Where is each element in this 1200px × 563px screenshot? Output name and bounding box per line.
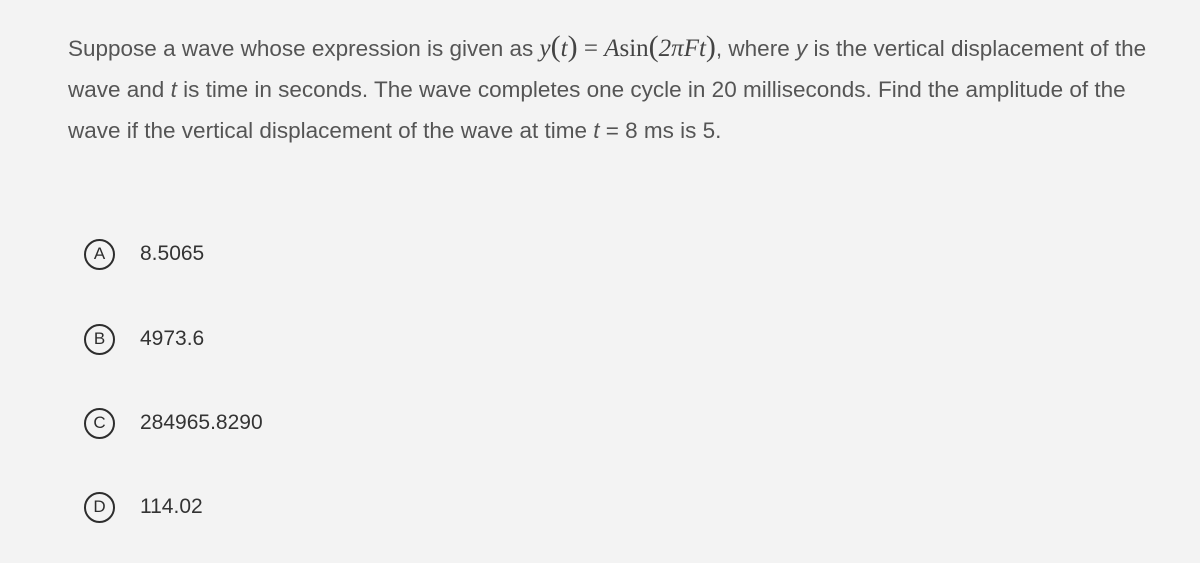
- answer-option-a[interactable]: [84, 238, 204, 270]
- question-text-3: = 8 ms is 5.: [599, 118, 722, 143]
- formula-lhs-function: y: [539, 35, 551, 62]
- question-text-2: is time in seconds. The wave completes one cycle in 20 milliseconds. Find the amplitude of the wave if the vertical displacement of the wave at time: [68, 77, 1126, 143]
- answer-option-d[interactable]: [84, 491, 203, 523]
- option-c-letter-circle[interactable]: C: [84, 408, 115, 439]
- option-d-letter-circle[interactable]: D: [84, 492, 115, 523]
- formula-lhs-argument: t: [560, 35, 568, 62]
- question-intro: Suppose a wave whose expression is given as: [68, 36, 540, 61]
- question-var-t2: t: [593, 118, 600, 143]
- question-var-t: t: [170, 77, 177, 102]
- formula-amplitude: A: [604, 35, 620, 62]
- question-text: [68, 28, 1168, 151]
- option-d-value[interactable]: 114.02: [140, 495, 203, 518]
- formula-rhs-argument: 2πFt: [658, 35, 706, 62]
- option-a-value[interactable]: 8.5065: [140, 242, 205, 265]
- question-text-1: is the vertical displacement of the wave and: [68, 36, 1147, 102]
- option-b-letter-circle[interactable]: B: [84, 324, 115, 355]
- option-a-letter-circle[interactable]: A: [84, 239, 115, 270]
- formula-sin: sin: [619, 35, 649, 62]
- question-after-formula: , where: [715, 36, 796, 61]
- option-c-value[interactable]: 284965.8290: [140, 411, 263, 434]
- formula-equals: =: [577, 35, 605, 62]
- answer-option-b[interactable]: [84, 323, 204, 355]
- option-b-value[interactable]: 4973.6: [140, 327, 205, 350]
- answer-option-c[interactable]: [84, 407, 263, 439]
- question-var-y: y: [795, 36, 808, 61]
- wave-formula: y(t) = Asin(2πFt): [539, 30, 716, 63]
